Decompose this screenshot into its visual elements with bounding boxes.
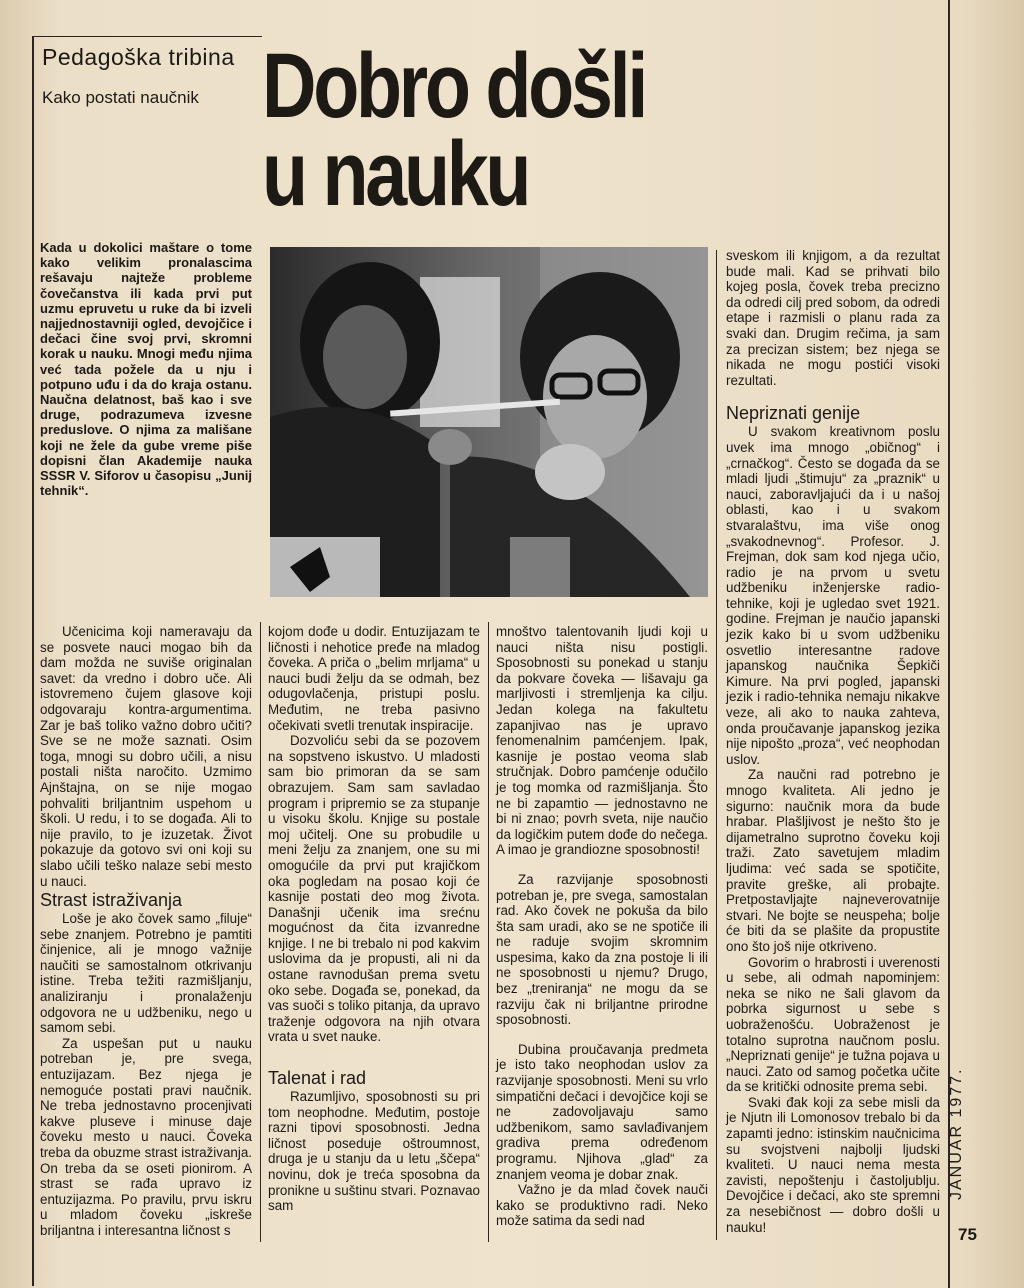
col3-paragraph-2: Za razvijanje sposobnosti potreban je, pre svega, samostalan rad. Ako čovek ne pokuša da bilo šta sam uradi, ako se ne spotiče ili ne raduje svojim skromnim uspesima, kako da zna postoje li ili ne sposobnosti u njemu? Drugo, bez „treniranja“ ne mogu da se razviju čak ni briljantne prirodne sposobnosti. xyxy=(496,871,708,1028)
column-2 xyxy=(268,624,480,1214)
col4-subheading: Nepriznati genije xyxy=(726,403,861,424)
section-label: Pedagoška tribina xyxy=(42,44,235,70)
column-rule-1 xyxy=(260,622,261,1242)
col1-paragraph-3: Za uspešan put u nauku potreban je, pre svega, entuzijazam. Bez njega je nemoguće postati pravi naučnik. Ne treba jednostavno procenjivati kakve pluseve i minuse daje čoveku mesto u nauci. Čoveka treba da obuzme strast istraživanja. On treba da se oseti pionirom. A strast se rađa upravo iz entuzijazma. Po pravilu, prvu iskru u mladom čoveku „iskreše briljantna i interesantna ličnost s xyxy=(40,1035,252,1238)
title-line-2: u nauku xyxy=(262,123,529,225)
issue-date: JANUAR 1977. xyxy=(948,1067,965,1200)
column-rule-3 xyxy=(716,250,717,1240)
col4-paragraph-5: Svaki đak koji za sebe misli da je Njutn ili Lomonosov trebalo bi da zapamti jedno: istinskim naučnicima su svojstveni najbolji ljudski kvaliteti. U nauci nema mesta zavisti, nepoštenju i častoljublju. Devojčice i dečaci, ako ste spremni za nesebičnost — dobro došli u nauku! xyxy=(726,1094,940,1235)
col3-paragraph-1: mnoštvo talentovanih ljudi koji u nauci ništa nisu postigli. Sposobnosti su ponekad u stanju da pokvare čoveka — lišavaju ga marljivosti i stremljenja ka cilju. Jedan kolega na fakultetu zapanjivao nas je upravo fenomenalnim pamćenjem. Ipak, kasnije je postao veoma slab stručnjak. Dobro pamćenje odučilo je tog momka od razmišljanja. Što ne bi zapamtio — jednostavno ne bi ni znao; povrh sveta, nije naučio da logičkim putem dođe do nečega. A imao je grandiozne sposobnosti! xyxy=(496,624,708,858)
col4-paragraph-2: U svakom kreativnom poslu uvek ima mnogo „običnog“ i „crnačkog“. Često se događa da se mladi ljudi „štimuju“ za „praznik“ u nauci, zaboravljajući da i u našoj oblasti, kao i u svakom stvaralaštvu, ima više onog „svakodnevnog“. Profesor. J. Frejman, dok sam kod njega učio, radio je na prvom u svetu udžbeniku inženjerske radio-tehnike, koji je ugledao svet 1921. godine. Frejman je naučio japanski jezik kako bi u svom udžbeniku osvetlio interesantne radove japanskog naučnika Šepkiči Kimure. Na prvi pogled, japanski jezik i radio-tehnika nemaju nikakve veze, ali ako to nauka zahteva, onda proučavanje japanskog jezika nije nipošto „proza“, već neophodan uslov. xyxy=(726,424,940,767)
col2-paragraph-3: Razumljivo, sposobnosti su pri tom neophodne. Međutim, postoje razni tipovi sposobnosti. Jedna ličnost poseduje oštroumnost, druga je u stanju da u letu „ščepa“ novinu, dok je treća sposobna da pronikne u suštinu stvari. Poznavao sam xyxy=(268,1089,480,1214)
col1-paragraph-2: Loše je ako čovek samo „filuje“ sebe znanjem. Potrebno je pamtiti činjenice, ali je mnogo važnije naučiti se samostalnom otkrivanju istine. Treba težiti razmišljanju, analiziranju i pronalaženju odgovora ne u udžbeniku, nego u samom sebi. xyxy=(40,911,252,1036)
col3-paragraph-4: Važno je da mlad čovek nauči kako se produktivno radi. Neko može satima da sedi nad xyxy=(496,1182,708,1229)
photo-students-experiment xyxy=(270,247,708,597)
page-number: 75 xyxy=(958,1225,977,1244)
col4-paragraph-1: sveskom ili knjigom, a da rezultat bude mali. Kad se prihvati bilo kojeg posla, čovek treba precizno da odredi cilj pred sobom, da odredi etape i razmisli o planu rada za svaki dan. Drugim rečima, ja sam za precizan sistem; bez njega se nikada ne mogu postići visoki rezultati. xyxy=(726,248,940,388)
col4-paragraph-4: Govorim o hrabrosti i uverenosti u sebe, ali odmah napominjem: neka se niko ne šali glavom da pobrka sigurnost u sebe s uobraženošću. Uobraženost je totalno suprotna naučnom poslu. „Nepriznati genije“ je tužna pojava u nauci. Zato od samog početka učite da se kritički odnosite prema sebi. xyxy=(726,954,940,1095)
column-4 xyxy=(726,248,940,1235)
subsection-label: Kako postati naučnik xyxy=(42,88,199,107)
left-margin-rule xyxy=(32,36,34,1286)
col2-paragraph-2: Dozvoliću sebi da se pozovem na sopstveno iskustvo. U mladosti sam bio primoran da se sam obrazujem. Sam sam savladao program i pripremio se za stupanje u visoku školu. Knjige su postale moj učitelj. One su probudile u meni želju za znanjem, one su mi omogućile da prvi put krajičkom oka pogledam na posao koji će kasnije postati deo mog života. Današnji učenik ima srećnu mogućnost da čita izvanredne knjige. I ne bi trebalo ni pod kakvim uslovima da je propusti, ali ni da ostane ravnodušan prema svetu oko sebe. Događa se, ponekad, da vas suoči s toliko pitanja, da upravo traženje odgovora na njih otvara vrata u svet nauke. xyxy=(268,733,480,1045)
header-rule xyxy=(32,36,262,37)
intro-paragraph: Kada u dokolici maštare o tome kako velikim pronalascima rešavaju najteže probleme čovečanstva ili kada prvi put uzmu epruvetu u ruke da bi izveli najjednostavniji ogled, devojčice i dečaci čine svoj prvi, skromni korak u nauku. Mnogi među njima već tada požele da u nju i potpuno uđu i da do kraja ostanu. Naučna delatnost, baš kao i sve druge, podrazumeva izvesne preduslove. O njima za mališane koji ne žele da gube vreme piše dopisni član Akademije nauka SSSR V. Siforov u časopisu „Junij tehnik“. xyxy=(40,240,252,499)
col2-subheading: Talenat i rad xyxy=(268,1068,367,1089)
col1-subheading: Strast istraživanja xyxy=(40,890,183,911)
col2-paragraph-1: kojom dođe u dodir. Entuzijazam te ličnosti i nehotice pređe na mladog čoveka. A priča o „belim mrljama“ u nauci budi želju da se odmah, bez odugovlačenja, pristupi poslu. Međutim, ne treba pasivno očekivati svetli trenutak inspiracije. xyxy=(268,624,480,733)
column-1 xyxy=(40,624,252,1239)
column-3 xyxy=(496,624,708,1229)
title-line-1: Dobro došli xyxy=(262,35,646,137)
column-rule-2 xyxy=(488,622,489,1242)
article-title xyxy=(262,35,646,225)
col4-paragraph-3: Za naučni rad potrebno je mnogo kvaliteta. Ali jedno je sigurno: naučnik mora da bude hrabar. Plašljivost je nešto što je dijametralno suprotno čoveku koji traži. Zato savetujem mladim ljudima: već sada se spotičite, pravite greške, ali probajte. Pretpostavljajte najneverovatnije stvari. Ne bojte se neuspeha; bolje će biti da se plašite da propustite ono što još nije otkriveno. xyxy=(726,767,940,954)
col1-paragraph-1: Učenicima koji nameravaju da se posvete nauci mogao bih da dam možda ne suviše originalan savet: da vredno i dobro uče. Ali istovremeno čujem glasove koji odgovaraju kontra-argumentima. Zar je baš toliko važno dobro učiti? Sve se ne može saznati. Osim toga, mnogi su dobro učili, a nisu postali ništa naročito. Uzmimo Ajnštajna, on se nije mogao pohvaliti briljantnim uspehom u školi. U redu, i to se događa. Ali to nije pravilo, to je izuzetak. Život pokazuje da gotovo svi oni koji su slabo učili teško nalaze sebi mesto u nauci. xyxy=(40,624,252,889)
photo-image xyxy=(270,247,708,597)
col3-paragraph-3: Dubina proučavanja predmeta je isto tako neophodan uslov za razvijanje sposobnosti. Meni su vrlo simpatični dečaci i devojčice koji se ne zadovoljavaju samo udžbenikom, samo savlađivanjem gradiva prema određenom programu. Njihova „glad“ za znanjem veoma je dobar znak. xyxy=(496,1041,708,1182)
